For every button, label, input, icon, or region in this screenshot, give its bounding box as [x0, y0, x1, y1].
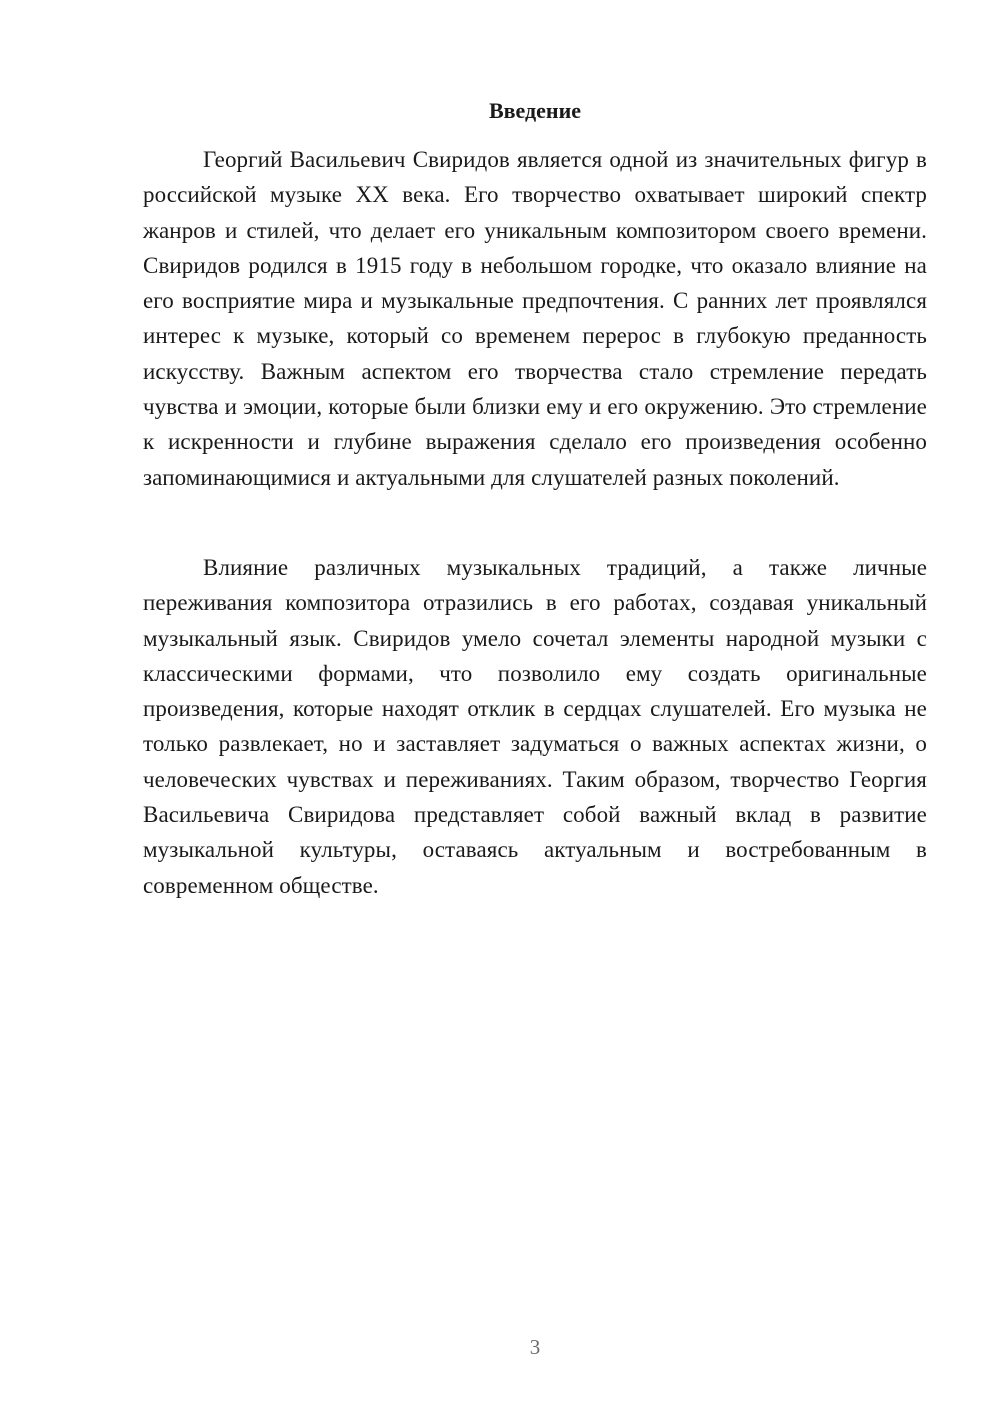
- paragraph-2: Влияние различных музыкальных традиций, а также личные переживания композитора отразились в его работах, создавая уникальный музыкальный язык. Свиридов умело сочетал элементы народной музыки с классическими формами, что позволило ему создать оригинальные произведения, которые находят отклик в сердцах слушателей. Его музыка не только развлекает, но и заставляет задуматься о важных аспектах жизни, о человеческих чувствах и переживаниях. Таким образом, творчество Георгия Васильевича Свиридова представляет собой важный вклад в развитие музыкальной культуры, оставаясь актуальным и востребованным в современном обществе.: [143, 555, 927, 898]
- section-heading: Введение: [488, 98, 582, 123]
- page-number: 3: [529, 1335, 541, 1359]
- paragraph-1: Георгий Васильевич Свиридов является одной из значительных фигур в российской музыке XX века. Его творчество охватывает широкий спектр жанров и стилей, что делает его уникальным композитором своего времени. Свиридов родился в 1915 году в небольшом городке, что оказало влияние на его восприятие мира и музыкальные предпочтения. С ранних лет проявлялся интерес к музыке, который со временем перерос в глубокую преданность искусству. Важным аспектом его творчества стало стремление передать чувства и эмоции, которые были близки ему и его окружению. Это стремление к искренности и глубине выражения сделало его произведения особенно запоминающимися и актуальными для слушателей разных поколений.: [143, 147, 927, 490]
